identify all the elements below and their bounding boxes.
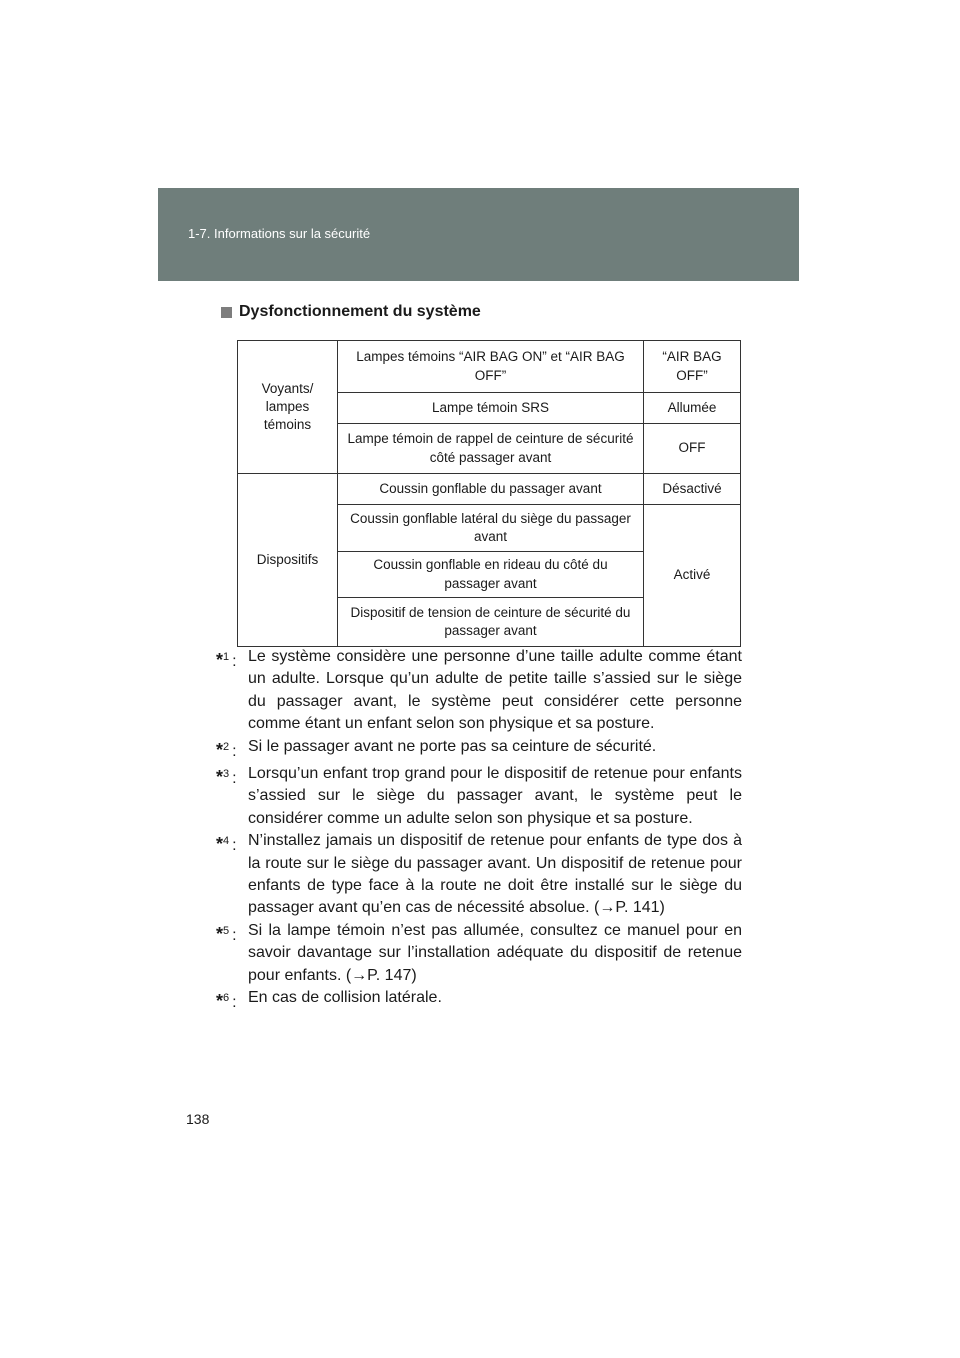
footnote-number: 5 (223, 924, 230, 937)
footnote-text: En cas de collision latérale. (248, 989, 442, 1007)
table-cell-state: Allumée (644, 393, 741, 424)
asterisk-icon: * (216, 991, 224, 1012)
footnote: *$^3$ : Lorsqu’un enfant trop grand pour le dispositif de retenue pour enfants s’assied sur le siège du passager avant, le système peut le considérer comme un adulte selon son physique et sa posture. (216, 763, 742, 830)
dispositifs-label: Dispositifs (238, 474, 338, 647)
table-cell-state-active: Activé (644, 505, 741, 647)
footnote-text: Lorsqu’un enfant trop grand pour le dispositif de retenue pour enfants s’assied sur le siège du passager avant, le système peut le considérer comme un adulte selon son physique et sa posture. (248, 765, 742, 827)
asterisk-icon: * (216, 834, 224, 855)
footnote-number: 3 (223, 768, 230, 781)
footnote-text: Si le passager avant ne porte pas sa ceinture de sécurité. (248, 737, 657, 755)
voyants-label: Voyants/ lampes témoins (238, 341, 338, 474)
footnote: *$^4$ : N’installez jamais un dispositif de retenue pour enfants de type dos à la route sur le siège du passager avant. Un dispositif de retenue pour enfants de type face à la route ne doit être installé sur le siège du passager avant qu’en cas de nécessité absolue. (→P. 141) (216, 830, 742, 920)
footnote-number: 2 (223, 740, 230, 753)
section-heading (221, 303, 481, 321)
table-cell-item: Dispositif de tension de ceinture de sécurité du passager avant (338, 598, 644, 647)
footnotes (216, 646, 742, 1015)
asterisk-icon: * (216, 923, 224, 944)
footnote-number: 6 (223, 992, 230, 1005)
footnote-text: Le système considère une personne d’une taille adulte comme étant un adulte. Lorsque qu’un adulte de petite taille s’assied sur le siège du passager avant, le système peut considérer cette personne comme étant un enfant selon son physique et sa posture. (248, 648, 742, 733)
footnote: *$^5$ : Si la lampe témoin n’est pas allumée, consultez ce manuel pour en savoir davantage sur l’installation adéquate du dispositif de retenue pour enfants. (→P. 147) (216, 920, 742, 987)
table-cell-state: OFF (644, 424, 741, 474)
table-cell-state: “AIR BAG OFF” (644, 341, 741, 393)
footnote-text: N’installez jamais un dispositif de retenue pour enfants de type dos à la route sur le siège du passager avant. Un dispositif de retenue pour enfants de type face à la route ne doit être installé sur le siège du passager avant qu’en cas de nécessité absolue. (→P. 141) (248, 832, 742, 917)
footnote: *$^1$ : Le système considère une personne d’une taille adulte comme étant un adulte. Lorsque qu’un adulte de petite taille s’assied sur le siège du passager avant, le système peut considérer cette personne comme étant un enfant selon son physique et sa posture. (216, 646, 742, 736)
header-band (158, 188, 799, 281)
footnote-number: 1 (223, 651, 230, 663)
heading-title: Dysfonctionnement du système (239, 303, 481, 320)
section-title: 1-7. Informations sur la sécurité (188, 226, 371, 241)
table-cell-item: Coussin gonflable latéral du siège du passager avant (338, 505, 644, 552)
square-bullet-icon (221, 307, 232, 318)
asterisk-icon: * (216, 767, 224, 788)
page-number: 138 (186, 1111, 210, 1127)
table-cell-state: Désactivé (644, 474, 741, 505)
asterisk-icon: * (216, 650, 224, 670)
footnote: *$^6$ : En cas de collision latérale. (216, 987, 742, 1014)
table-cell-item: Lampe témoin de rappel de ceinture de sécurité côté passager avant (338, 424, 644, 474)
table-cell-item: Coussin gonflable du passager avant (338, 474, 644, 505)
table-cell-item: Lampe témoin SRS (338, 393, 644, 424)
status-table (237, 340, 741, 647)
footnote-text: Si la lampe témoin n’est pas allumée, consultez ce manuel pour en savoir davantage sur l’installation adéquate du dispositif de retenue pour enfants. (→P. 147) (248, 921, 742, 984)
footnote: *$^2$ : Si le passager avant ne porte pas sa ceinture de sécurité. (216, 736, 742, 763)
footnote-number: 4 (223, 835, 230, 848)
table-cell-item: Coussin gonflable en rideau du côté du passager avant (338, 552, 644, 598)
table-cell-item: Lampes témoins “AIR BAG ON” et “AIR BAG OFF” (338, 341, 644, 393)
asterisk-icon: * (216, 739, 224, 760)
